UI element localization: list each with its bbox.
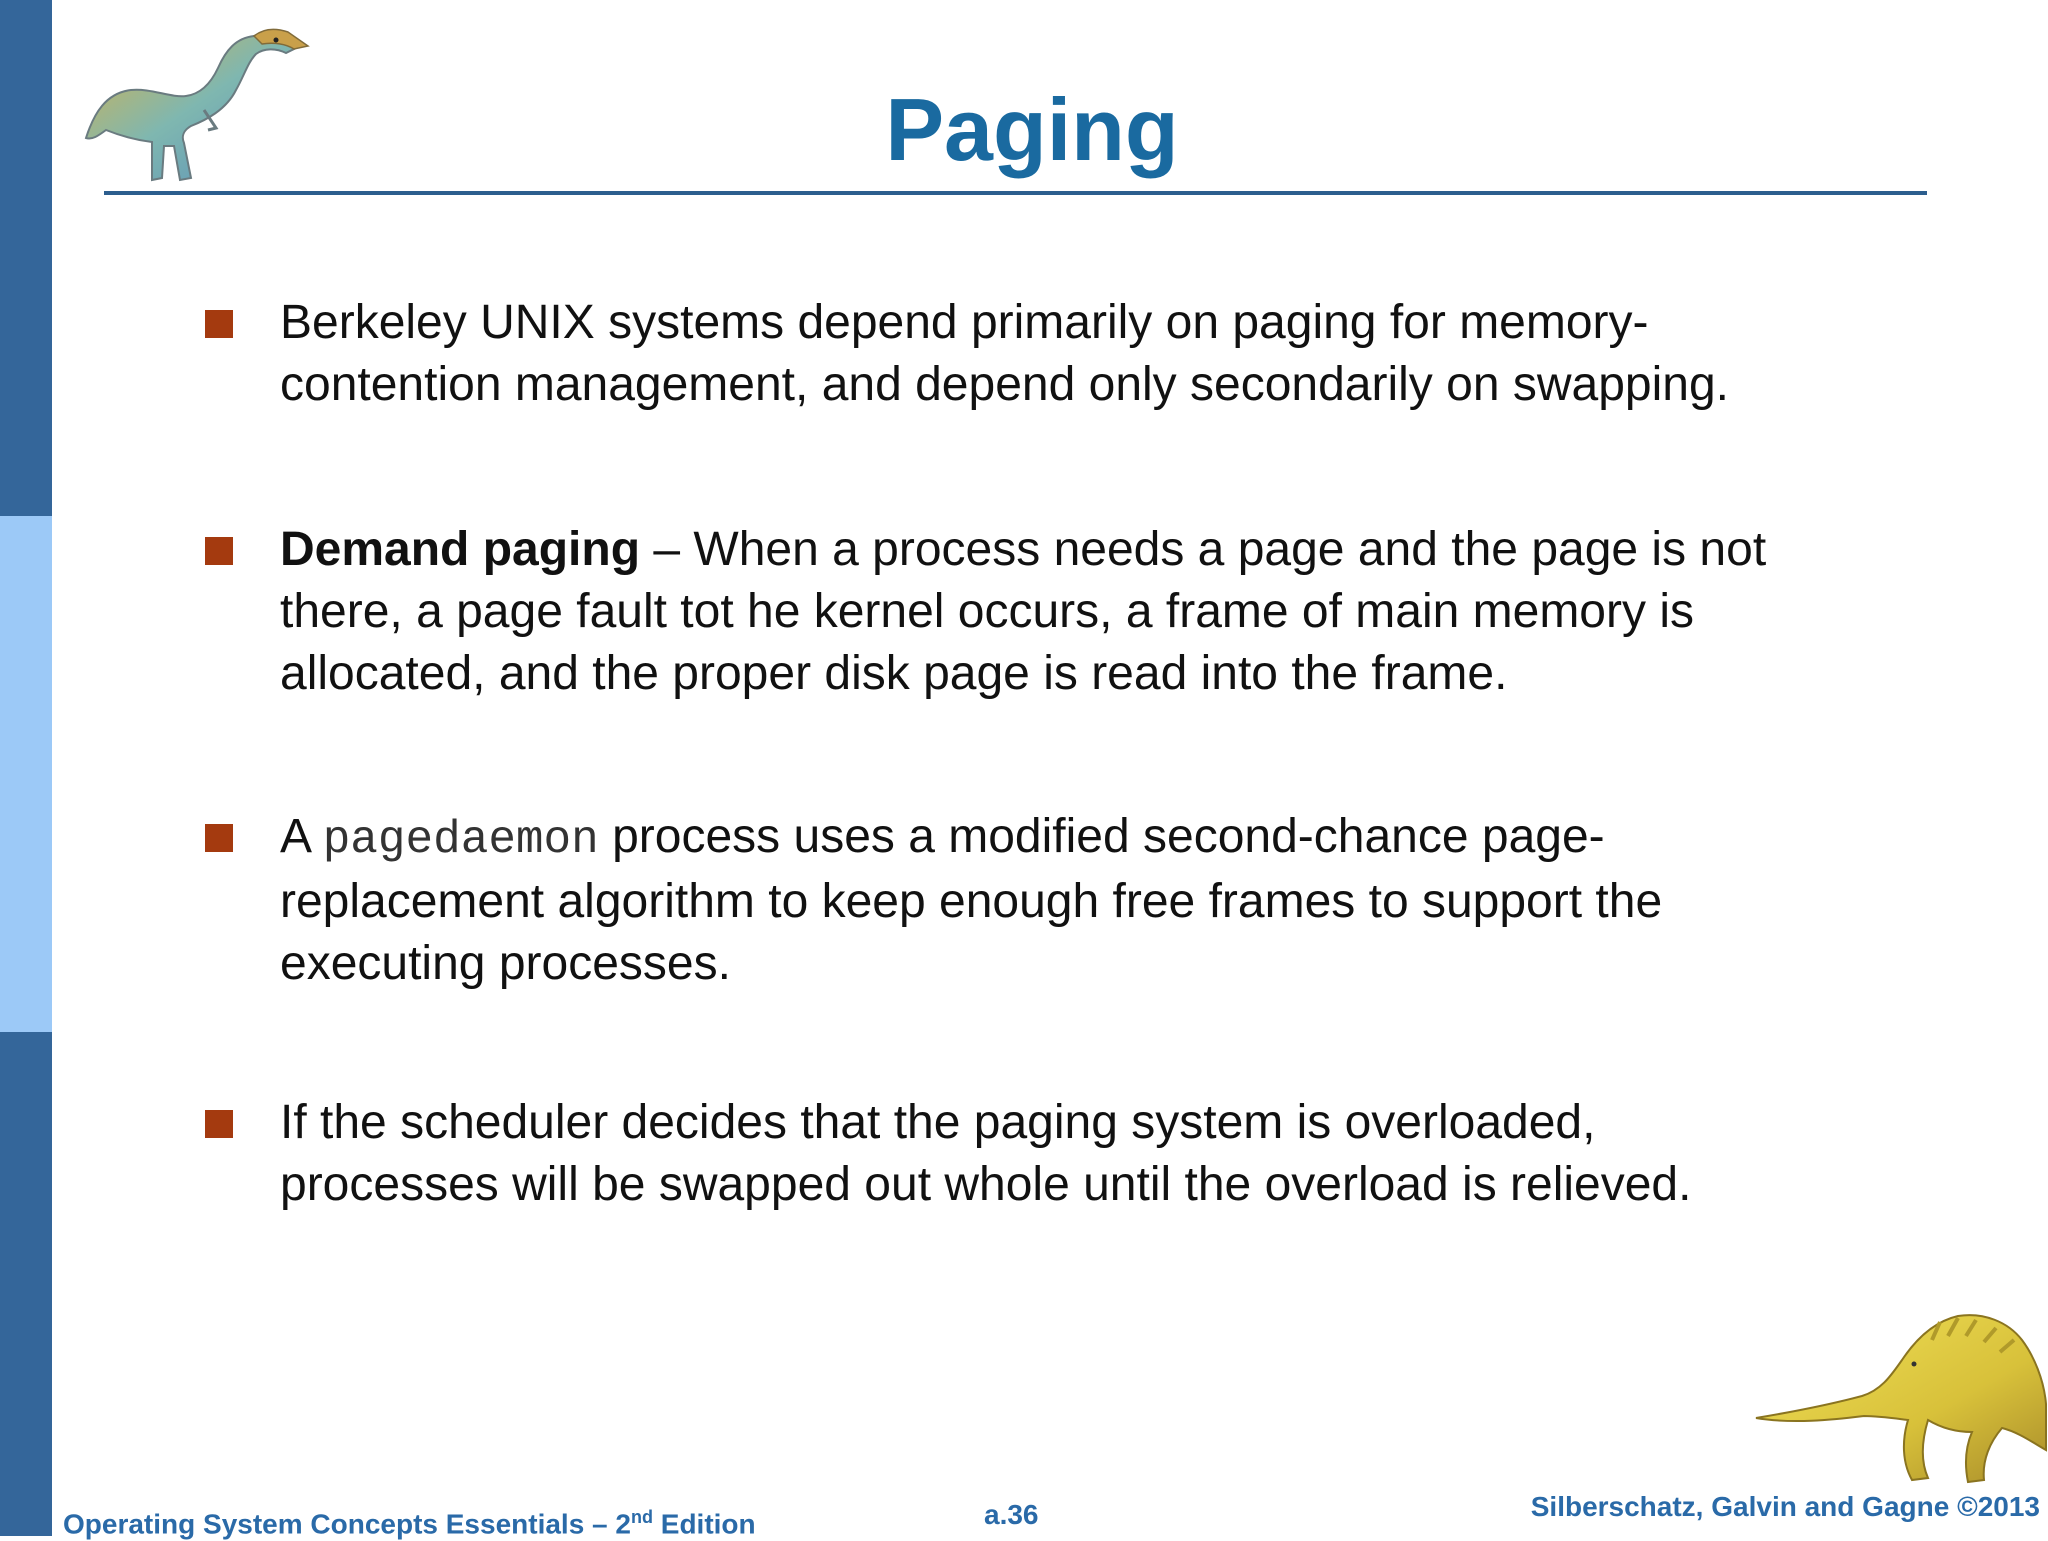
bullet-item	[280, 292, 1920, 416]
bullet-line	[280, 519, 1920, 581]
footer	[0, 1490, 2048, 1540]
edge-band-middle	[0, 516, 52, 1032]
footer-superscript: nd	[630, 1507, 653, 1527]
square-bullet-icon	[205, 537, 233, 565]
bullet-item	[280, 1092, 1920, 1216]
bullet-line	[280, 806, 1920, 871]
bullet-line: contention management, and depend only secondarily on swapping.	[280, 358, 1729, 411]
bullet-line: processes will be swapped out whole until the overload is relieved.	[280, 1158, 1692, 1211]
dinosaur-bottom-right-icon	[1752, 1300, 2048, 1496]
code-pagedaemon: pagedaemon	[322, 814, 599, 866]
footer-book-title-text: Operating System Concepts Essentials – 2	[63, 1508, 631, 1540]
bullet-text: A	[280, 810, 323, 863]
bullet-line: allocated, and the proper disk page is read into the frame.	[280, 647, 1508, 700]
edge-band-top	[0, 0, 52, 516]
term-demand-paging: Demand paging	[280, 523, 641, 576]
square-bullet-icon	[205, 310, 233, 338]
footer-book-title	[63, 1500, 756, 1541]
bullet-line: there, a page fault tot he kernel occurs, a frame of main memory is	[280, 585, 1694, 638]
bullet-item	[280, 519, 1920, 705]
bullet-line: Berkeley UNIX systems depend primarily on paging for memory-	[280, 296, 1649, 349]
edge-band-bottom	[0, 1032, 52, 1536]
bullet-item	[280, 806, 1920, 995]
left-edge-band	[0, 0, 52, 1536]
footer-edition: Edition	[652, 1508, 756, 1540]
bullet-line: replacement algorithm to keep enough free frames to support the	[280, 875, 1663, 928]
bullet-text: – When a process needs a page and the page is not	[640, 523, 1767, 576]
title-divider	[104, 191, 1927, 195]
square-bullet-icon	[205, 1110, 233, 1138]
page-title: Paging	[885, 80, 1179, 179]
bullet-text: process uses a modified second-chance page-	[598, 810, 1605, 863]
page-number: a.36	[984, 1499, 1039, 1530]
bullet-line: executing processes.	[280, 937, 731, 990]
bullet-line: If the scheduler decides that the paging system is overloaded,	[280, 1096, 1596, 1149]
footer-copyright: Silberschatz, Galvin and Gagne ©2013	[1530, 1491, 2040, 1522]
square-bullet-icon	[205, 824, 233, 852]
